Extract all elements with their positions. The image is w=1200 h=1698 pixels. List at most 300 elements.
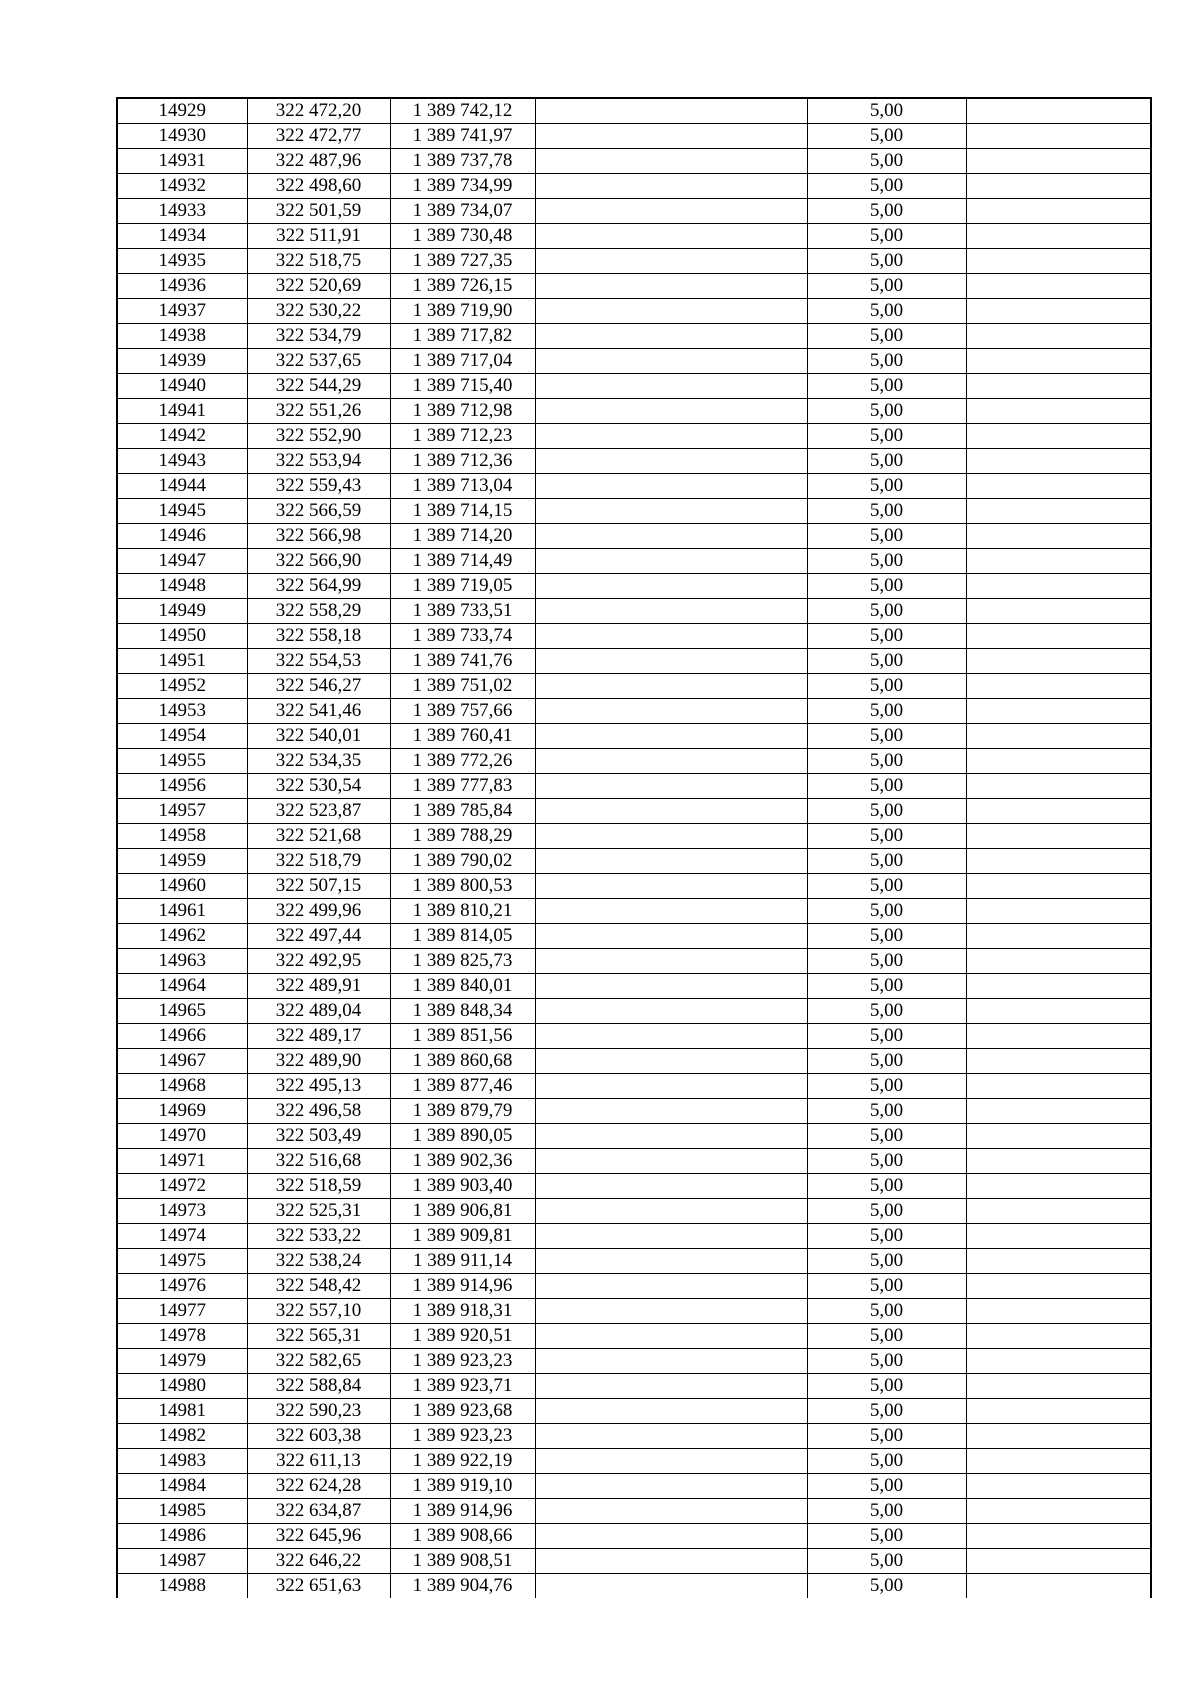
blank-cell [966,1474,1151,1499]
blank-cell [535,324,807,349]
point-number-cell: 14946 [117,524,247,549]
point-number-cell: 14972 [117,1174,247,1199]
blank-cell [535,674,807,699]
x-coordinate-cell: 322 525,31 [247,1199,390,1224]
x-coordinate-cell: 322 497,44 [247,924,390,949]
accuracy-cell: 5,00 [807,924,966,949]
x-coordinate-cell: 322 565,31 [247,1324,390,1349]
x-coordinate-cell: 322 634,87 [247,1499,390,1524]
table-row [117,124,1151,149]
point-number-cell: 14936 [117,274,247,299]
blank-cell [535,1549,807,1574]
blank-cell [535,1449,807,1474]
point-number-cell: 14930 [117,124,247,149]
accuracy-cell: 5,00 [807,799,966,824]
blank-cell [535,149,807,174]
point-number-cell: 14987 [117,1549,247,1574]
blank-cell [966,199,1151,224]
blank-cell [966,274,1151,299]
blank-cell [966,1174,1151,1199]
point-number-cell: 14952 [117,674,247,699]
table-row [117,674,1151,699]
y-coordinate-cell: 1 389 726,15 [390,274,535,299]
y-coordinate-cell: 1 389 742,12 [390,98,535,124]
blank-cell [966,1249,1151,1274]
point-number-cell: 14932 [117,174,247,199]
blank-cell [535,299,807,324]
table-row [117,1299,1151,1324]
blank-cell [535,1524,807,1549]
point-number-cell: 14956 [117,774,247,799]
accuracy-cell: 5,00 [807,1499,966,1524]
blank-cell [535,1074,807,1099]
blank-cell [966,749,1151,774]
point-number-cell: 14947 [117,549,247,574]
x-coordinate-cell: 322 503,49 [247,1124,390,1149]
point-number-cell: 14983 [117,1449,247,1474]
accuracy-cell: 5,00 [807,1424,966,1449]
blank-cell [966,824,1151,849]
y-coordinate-cell: 1 389 879,79 [390,1099,535,1124]
point-number-cell: 14960 [117,874,247,899]
y-coordinate-cell: 1 389 914,96 [390,1499,535,1524]
y-coordinate-cell: 1 389 790,02 [390,849,535,874]
y-coordinate-cell: 1 389 814,05 [390,924,535,949]
blank-cell [535,749,807,774]
x-coordinate-cell: 322 546,27 [247,674,390,699]
accuracy-cell: 5,00 [807,1274,966,1299]
x-coordinate-cell: 322 590,23 [247,1399,390,1424]
point-number-cell: 14944 [117,474,247,499]
blank-cell [535,774,807,799]
table-row [117,699,1151,724]
x-coordinate-cell: 322 472,77 [247,124,390,149]
table-row [117,449,1151,474]
y-coordinate-cell: 1 389 919,10 [390,1474,535,1499]
point-number-cell: 14957 [117,799,247,824]
x-coordinate-cell: 322 534,35 [247,749,390,774]
y-coordinate-cell: 1 389 712,36 [390,449,535,474]
blank-cell [966,1374,1151,1399]
coordinates-table-body [117,98,1151,1598]
blank-cell [535,1224,807,1249]
x-coordinate-cell: 322 541,46 [247,699,390,724]
table-row [117,474,1151,499]
table-row [117,349,1151,374]
accuracy-cell: 5,00 [807,149,966,174]
y-coordinate-cell: 1 389 712,98 [390,399,535,424]
table-row [117,1324,1151,1349]
accuracy-cell: 5,00 [807,374,966,399]
y-coordinate-cell: 1 389 860,68 [390,1049,535,1074]
accuracy-cell: 5,00 [807,1524,966,1549]
blank-cell [535,224,807,249]
accuracy-cell: 5,00 [807,724,966,749]
accuracy-cell: 5,00 [807,1474,966,1499]
table-row [117,1474,1151,1499]
y-coordinate-cell: 1 389 906,81 [390,1199,535,1224]
y-coordinate-cell: 1 389 890,05 [390,1124,535,1149]
accuracy-cell: 5,00 [807,98,966,124]
accuracy-cell: 5,00 [807,1149,966,1174]
accuracy-cell: 5,00 [807,1549,966,1574]
blank-cell [966,1274,1151,1299]
table-row [117,1349,1151,1374]
blank-cell [535,599,807,624]
table-row [117,149,1151,174]
table-row [117,174,1151,199]
point-number-cell: 14977 [117,1299,247,1324]
accuracy-cell: 5,00 [807,1324,966,1349]
blank-cell [966,599,1151,624]
table-row [117,1574,1151,1599]
y-coordinate-cell: 1 389 840,01 [390,974,535,999]
y-coordinate-cell: 1 389 715,40 [390,374,535,399]
accuracy-cell: 5,00 [807,499,966,524]
accuracy-cell: 5,00 [807,1349,966,1374]
accuracy-cell: 5,00 [807,124,966,149]
blank-cell [535,499,807,524]
blank-cell [966,1099,1151,1124]
point-number-cell: 14931 [117,149,247,174]
y-coordinate-cell: 1 389 741,97 [390,124,535,149]
point-number-cell: 14949 [117,599,247,624]
x-coordinate-cell: 322 582,65 [247,1349,390,1374]
blank-cell [966,249,1151,274]
table-row [117,1399,1151,1424]
blank-cell [535,1299,807,1324]
blank-cell [966,999,1151,1024]
point-number-cell: 14963 [117,949,247,974]
accuracy-cell: 5,00 [807,574,966,599]
table-row [117,924,1151,949]
accuracy-cell: 5,00 [807,899,966,924]
table-row [117,999,1151,1024]
point-number-cell: 14958 [117,824,247,849]
blank-cell [966,374,1151,399]
blank-cell [966,924,1151,949]
table-row [117,299,1151,324]
accuracy-cell: 5,00 [807,1099,966,1124]
point-number-cell: 14961 [117,899,247,924]
blank-cell [966,1299,1151,1324]
accuracy-cell: 5,00 [807,1449,966,1474]
x-coordinate-cell: 322 511,91 [247,224,390,249]
blank-cell [966,124,1151,149]
y-coordinate-cell: 1 389 734,07 [390,199,535,224]
accuracy-cell: 5,00 [807,1024,966,1049]
blank-cell [966,674,1151,699]
table-row [117,649,1151,674]
blank-cell [535,924,807,949]
x-coordinate-cell: 322 544,29 [247,374,390,399]
blank-cell [966,1124,1151,1149]
y-coordinate-cell: 1 389 902,36 [390,1149,535,1174]
table-row [117,974,1151,999]
table-row [117,824,1151,849]
accuracy-cell: 5,00 [807,749,966,774]
blank-cell [966,949,1151,974]
blank-cell [966,724,1151,749]
table-row [117,424,1151,449]
y-coordinate-cell: 1 389 922,19 [390,1449,535,1474]
accuracy-cell: 5,00 [807,1124,966,1149]
blank-cell [535,849,807,874]
blank-cell [535,274,807,299]
accuracy-cell: 5,00 [807,299,966,324]
blank-cell [535,524,807,549]
table-row [117,799,1151,824]
x-coordinate-cell: 322 557,10 [247,1299,390,1324]
point-number-cell: 14982 [117,1424,247,1449]
x-coordinate-cell: 322 646,22 [247,1549,390,1574]
blank-cell [966,1449,1151,1474]
table-row [117,1199,1151,1224]
point-number-cell: 14980 [117,1374,247,1399]
y-coordinate-cell: 1 389 923,23 [390,1349,535,1374]
y-coordinate-cell: 1 389 923,68 [390,1399,535,1424]
y-coordinate-cell: 1 389 714,20 [390,524,535,549]
blank-cell [966,1049,1151,1074]
y-coordinate-cell: 1 389 911,14 [390,1249,535,1274]
table-row [117,1449,1151,1474]
y-coordinate-cell: 1 389 757,66 [390,699,535,724]
blank-cell [966,649,1151,674]
blank-cell [966,424,1151,449]
y-coordinate-cell: 1 389 727,35 [390,249,535,274]
table-row [117,874,1151,899]
x-coordinate-cell: 322 518,59 [247,1174,390,1199]
x-coordinate-cell: 322 499,96 [247,899,390,924]
blank-cell [535,574,807,599]
x-coordinate-cell: 322 487,96 [247,149,390,174]
table-row [117,499,1151,524]
point-number-cell: 14988 [117,1574,247,1599]
x-coordinate-cell: 322 537,65 [247,349,390,374]
x-coordinate-cell: 322 554,53 [247,649,390,674]
table-row [117,374,1151,399]
accuracy-cell: 5,00 [807,999,966,1024]
blank-cell [535,1024,807,1049]
y-coordinate-cell: 1 389 909,81 [390,1224,535,1249]
blank-cell [535,1174,807,1199]
x-coordinate-cell: 322 530,54 [247,774,390,799]
blank-cell [535,999,807,1024]
blank-cell [966,524,1151,549]
blank-cell [535,1249,807,1274]
blank-cell [966,799,1151,824]
point-number-cell: 14976 [117,1274,247,1299]
accuracy-cell: 5,00 [807,674,966,699]
blank-cell [966,624,1151,649]
y-coordinate-cell: 1 389 825,73 [390,949,535,974]
table-row [117,1074,1151,1099]
point-number-cell: 14940 [117,374,247,399]
point-number-cell: 14964 [117,974,247,999]
point-number-cell: 14984 [117,1474,247,1499]
blank-cell [966,1074,1151,1099]
table-row [117,749,1151,774]
table-row [117,524,1151,549]
x-coordinate-cell: 322 558,18 [247,624,390,649]
point-number-cell: 14971 [117,1149,247,1174]
y-coordinate-cell: 1 389 877,46 [390,1074,535,1099]
blank-cell [535,1099,807,1124]
table-row [117,1024,1151,1049]
blank-cell [535,1274,807,1299]
blank-cell [535,1124,807,1149]
accuracy-cell: 5,00 [807,324,966,349]
x-coordinate-cell: 322 498,60 [247,174,390,199]
table-row [117,98,1151,124]
blank-cell [966,1499,1151,1524]
y-coordinate-cell: 1 389 733,51 [390,599,535,624]
table-row [117,1549,1151,1574]
point-number-cell: 14978 [117,1324,247,1349]
blank-cell [966,1549,1151,1574]
x-coordinate-cell: 322 489,91 [247,974,390,999]
point-number-cell: 14966 [117,1024,247,1049]
accuracy-cell: 5,00 [807,649,966,674]
y-coordinate-cell: 1 389 777,83 [390,774,535,799]
blank-cell [966,149,1151,174]
x-coordinate-cell: 322 645,96 [247,1524,390,1549]
accuracy-cell: 5,00 [807,174,966,199]
y-coordinate-cell: 1 389 737,78 [390,149,535,174]
table-row [117,1249,1151,1274]
accuracy-cell: 5,00 [807,824,966,849]
table-row [117,899,1151,924]
y-coordinate-cell: 1 389 903,40 [390,1174,535,1199]
point-number-cell: 14973 [117,1199,247,1224]
table-row [117,1424,1151,1449]
table-row [117,1124,1151,1149]
y-coordinate-cell: 1 389 760,41 [390,724,535,749]
y-coordinate-cell: 1 389 788,29 [390,824,535,849]
blank-cell [535,974,807,999]
table-row [117,399,1151,424]
y-coordinate-cell: 1 389 719,05 [390,574,535,599]
table-row [117,274,1151,299]
blank-cell [535,1574,807,1599]
x-coordinate-cell: 322 492,95 [247,949,390,974]
table-row [117,1099,1151,1124]
blank-cell [535,449,807,474]
blank-cell [966,449,1151,474]
x-coordinate-cell: 322 518,79 [247,849,390,874]
blank-cell [966,1324,1151,1349]
point-number-cell: 14935 [117,249,247,274]
table-row [117,624,1151,649]
table-row [117,199,1151,224]
blank-cell [966,699,1151,724]
blank-cell [535,1399,807,1424]
blank-cell [535,724,807,749]
point-number-cell: 14942 [117,424,247,449]
accuracy-cell: 5,00 [807,399,966,424]
accuracy-cell: 5,00 [807,849,966,874]
x-coordinate-cell: 322 496,58 [247,1099,390,1124]
point-number-cell: 14965 [117,999,247,1024]
x-coordinate-cell: 322 489,17 [247,1024,390,1049]
x-coordinate-cell: 322 548,42 [247,1274,390,1299]
x-coordinate-cell: 322 552,90 [247,424,390,449]
x-coordinate-cell: 322 566,98 [247,524,390,549]
accuracy-cell: 5,00 [807,474,966,499]
blank-cell [966,299,1151,324]
x-coordinate-cell: 322 624,28 [247,1474,390,1499]
blank-cell [966,974,1151,999]
x-coordinate-cell: 322 566,59 [247,499,390,524]
blank-cell [535,124,807,149]
blank-cell [966,549,1151,574]
blank-cell [535,649,807,674]
blank-cell [966,574,1151,599]
point-number-cell: 14950 [117,624,247,649]
x-coordinate-cell: 322 495,13 [247,1074,390,1099]
y-coordinate-cell: 1 389 717,82 [390,324,535,349]
blank-cell [535,949,807,974]
x-coordinate-cell: 322 538,24 [247,1249,390,1274]
point-number-cell: 14970 [117,1124,247,1149]
blank-cell [535,1474,807,1499]
blank-cell [535,549,807,574]
y-coordinate-cell: 1 389 717,04 [390,349,535,374]
blank-cell [966,1349,1151,1374]
accuracy-cell: 5,00 [807,549,966,574]
x-coordinate-cell: 322 523,87 [247,799,390,824]
x-coordinate-cell: 322 472,20 [247,98,390,124]
y-coordinate-cell: 1 389 772,26 [390,749,535,774]
blank-cell [535,1149,807,1174]
y-coordinate-cell: 1 389 714,15 [390,499,535,524]
table-row [117,849,1151,874]
table-row [117,1499,1151,1524]
point-number-cell: 14975 [117,1249,247,1274]
y-coordinate-cell: 1 389 848,34 [390,999,535,1024]
table-row [117,1524,1151,1549]
accuracy-cell: 5,00 [807,449,966,474]
point-number-cell: 14934 [117,224,247,249]
blank-cell [966,1524,1151,1549]
point-number-cell: 14974 [117,1224,247,1249]
y-coordinate-cell: 1 389 918,31 [390,1299,535,1324]
x-coordinate-cell: 322 564,99 [247,574,390,599]
y-coordinate-cell: 1 389 908,51 [390,1549,535,1574]
blank-cell [966,349,1151,374]
table-row [117,949,1151,974]
blank-cell [966,849,1151,874]
x-coordinate-cell: 322 521,68 [247,824,390,849]
y-coordinate-cell: 1 389 914,96 [390,1274,535,1299]
point-number-cell: 14968 [117,1074,247,1099]
accuracy-cell: 5,00 [807,349,966,374]
blank-cell [535,199,807,224]
point-number-cell: 14929 [117,98,247,124]
x-coordinate-cell: 322 588,84 [247,1374,390,1399]
point-number-cell: 14985 [117,1499,247,1524]
blank-cell [535,1499,807,1524]
accuracy-cell: 5,00 [807,524,966,549]
table-row [117,774,1151,799]
accuracy-cell: 5,00 [807,599,966,624]
y-coordinate-cell: 1 389 810,21 [390,899,535,924]
y-coordinate-cell: 1 389 734,99 [390,174,535,199]
y-coordinate-cell: 1 389 712,23 [390,424,535,449]
blank-cell [535,1199,807,1224]
x-coordinate-cell: 322 530,22 [247,299,390,324]
x-coordinate-cell: 322 501,59 [247,199,390,224]
